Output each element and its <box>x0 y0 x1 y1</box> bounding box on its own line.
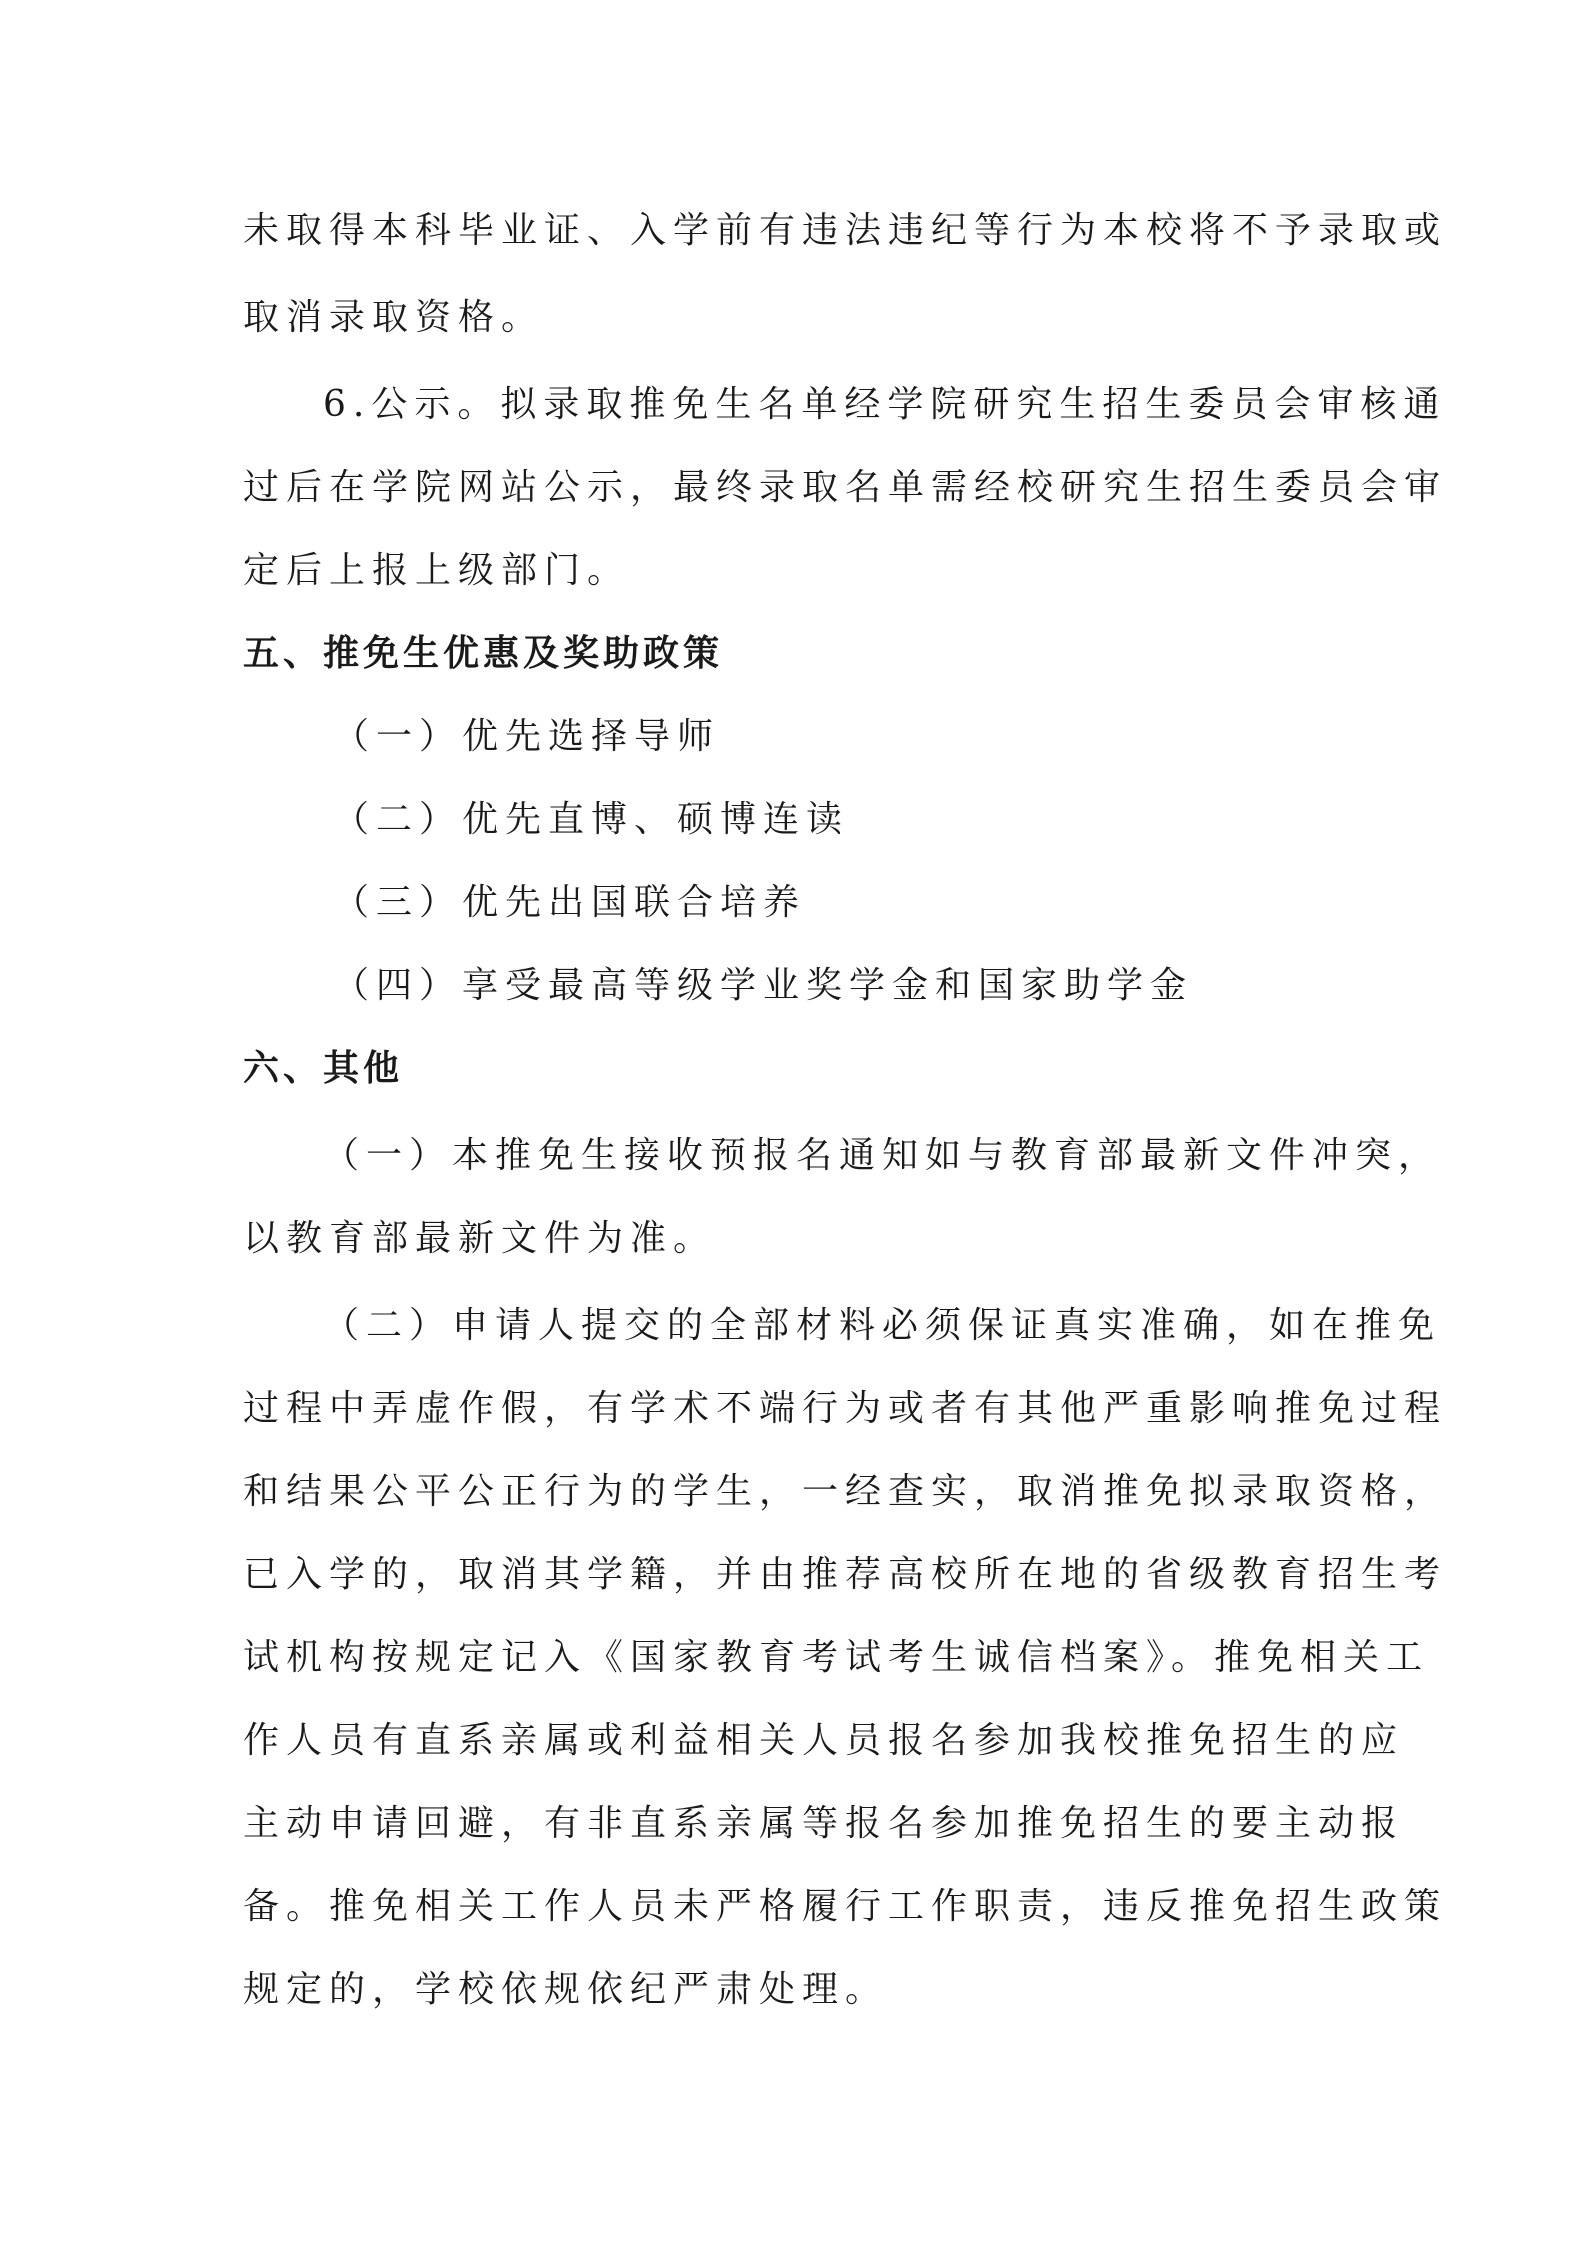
paragraph-line: 过程中弄虚作假，有学术不端行为或者有其他严重影响推免过程 <box>243 1388 1448 1429</box>
list-item: （一）优先选择导师 <box>333 716 721 757</box>
paragraph-line: 过后在学院网站公示，最终录取名单需经校研究生招生委员会审 <box>243 467 1448 508</box>
paragraph-line: 6.公示。拟录取推免生名单经学院研究生招生委员会审核通 <box>323 384 1447 425</box>
paragraph-line: 以教育部最新文件为准。 <box>243 1218 717 1259</box>
paragraph-line: 作人员有直系亲属或利益相关人员报名参加我校推免招生的应 <box>243 1720 1405 1761</box>
section-heading: 六、其他 <box>243 1048 404 1089</box>
list-item: （三）优先出国联合培养 <box>333 882 807 923</box>
paragraph-line: （二）申请人提交的全部材料必须保证真实准确，如在推免 <box>323 1305 1442 1346</box>
paragraph-line: （一）本推免生接收预报名通知如与教育部最新文件冲突， <box>323 1135 1442 1176</box>
paragraph-line: 试机构按规定记入《国家教育考试考生诚信档案》。推免相关工 <box>243 1637 1430 1678</box>
paragraph-line: 和结果公平公正行为的学生，一经查实，取消推免拟录取资格， <box>243 1471 1448 1512</box>
paragraph-line: 未取得本科毕业证、入学前有违法违纪等行为本校将不予录取或 <box>243 210 1448 251</box>
list-item: （二）优先直博、硕博连读 <box>333 799 850 840</box>
paragraph-line: 取消录取资格。 <box>243 297 545 338</box>
paragraph-line: 规定的，学校依规依纪严肃处理。 <box>243 1969 889 2010</box>
paragraph-line: 定后上报上级部门。 <box>243 550 631 591</box>
paragraph-line: 已入学的，取消其学籍，并由推荐高校所在地的省级教育招生考 <box>243 1554 1448 1595</box>
list-item: （四）享受最高等级学业奖学金和国家助学金 <box>333 965 1194 1006</box>
paragraph-line: 主动申请回避，有非直系亲属等报名参加推免招生的要主动报 <box>243 1803 1405 1844</box>
paragraph-line: 备。推免相关工作人员未严格履行工作职责，违反推免招生政策 <box>243 1886 1448 1927</box>
section-heading: 五、推免生优惠及奖助政策 <box>243 633 724 674</box>
